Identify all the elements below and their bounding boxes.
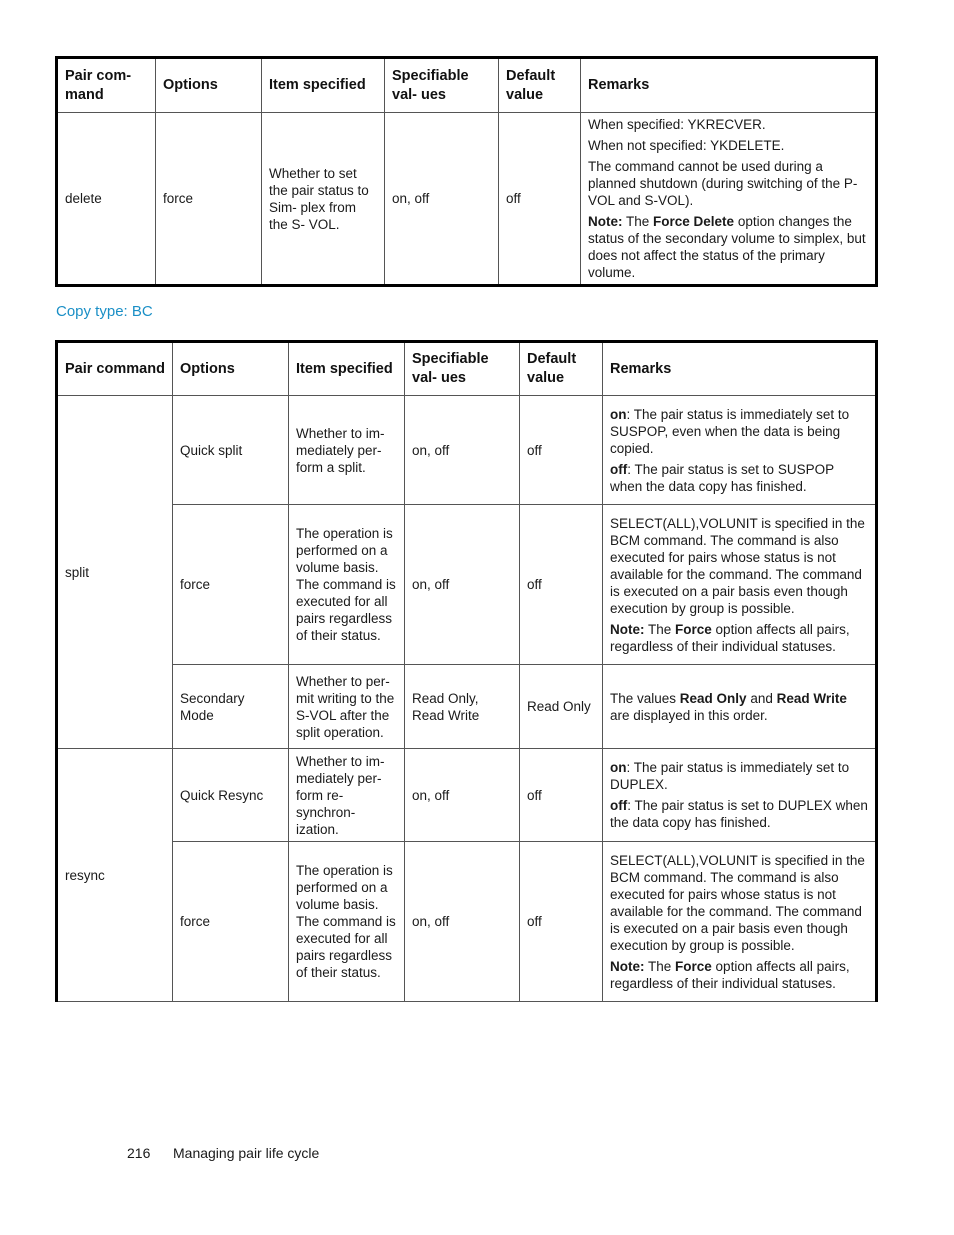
remark-off bbox=[610, 797, 868, 831]
cell-default: off bbox=[520, 749, 603, 842]
remark-text: : The pair status is immediately set to SUSPOP, even when the data is being copied. bbox=[610, 406, 850, 456]
remark-off bbox=[610, 461, 868, 495]
cell-option: force bbox=[156, 113, 262, 286]
remark-text: The values bbox=[610, 690, 680, 706]
cell-remarks bbox=[603, 842, 877, 1002]
header-pair-command: Pair command bbox=[57, 342, 173, 396]
cell-values: on, off bbox=[405, 396, 520, 505]
cell-remarks bbox=[603, 749, 877, 842]
table-row bbox=[57, 505, 877, 665]
cell-command: delete bbox=[57, 113, 156, 286]
cell-item: Whether to set the pair status to Sim- plex from the S- VOL. bbox=[262, 113, 385, 286]
table-row bbox=[57, 113, 877, 286]
remark-on bbox=[610, 759, 868, 793]
cell-values: on, off bbox=[405, 842, 520, 1002]
remark-text: and bbox=[746, 690, 777, 706]
cell-command: split bbox=[57, 396, 173, 749]
remark-on bbox=[610, 406, 868, 457]
note-bold: Force Delete bbox=[653, 214, 735, 229]
cell-default: Read Only bbox=[520, 665, 603, 749]
note-text: option affects all pairs, regardless of their individual statuses. bbox=[610, 621, 850, 654]
header-item-specified: Item specified bbox=[262, 58, 385, 113]
cell-item: Whether to per- mit writing to the S-VOL after the split operation. bbox=[289, 665, 405, 749]
cell-remarks bbox=[603, 396, 877, 505]
cell-default: off bbox=[499, 113, 581, 286]
cell-item: The operation is performed on a volume basis. The command is executed for all pairs regardless of their status. bbox=[289, 842, 405, 1002]
cell-remarks bbox=[603, 505, 877, 665]
cell-default: off bbox=[520, 842, 603, 1002]
cell-default: off bbox=[520, 396, 603, 505]
cell-values: on, off bbox=[405, 749, 520, 842]
value-label: on bbox=[610, 406, 627, 422]
note-label: Note: bbox=[610, 621, 645, 637]
header-remarks: Remarks bbox=[603, 342, 877, 396]
note-bold: Force bbox=[675, 621, 712, 637]
remark-text: : The pair status is immediately set to DUPLEX. bbox=[610, 760, 850, 792]
cell-item: The operation is performed on a volume basis. The command is executed for all pairs regardless of their status. bbox=[289, 505, 405, 665]
cell-option: Secondary Mode bbox=[173, 665, 289, 749]
cell-default: off bbox=[520, 505, 603, 665]
cell-remarks bbox=[603, 665, 877, 749]
footer-title: Managing pair life cycle bbox=[173, 1145, 320, 1161]
remark-text: : The pair status is set to DUPLEX when the data copy has finished. bbox=[610, 798, 868, 830]
value-label: off bbox=[610, 461, 628, 477]
remark-line: The command cannot be used during a planned shutdown (during switching of the P-VOL and S-VOL). bbox=[588, 159, 858, 208]
cell-option: Quick split bbox=[173, 396, 289, 505]
remark-line: SELECT(ALL),VOLUNIT is specified in the BCM command. The command is also executed for pairs whose status is not available for the command. The command is executed on a pair basis even though execution by group is possible. bbox=[610, 852, 865, 953]
note-label: Note: bbox=[588, 214, 623, 229]
cell-remarks bbox=[581, 113, 877, 286]
page-footer bbox=[127, 1145, 319, 1162]
cell-command: resync bbox=[57, 749, 173, 1002]
table-row bbox=[57, 842, 877, 1002]
header-specifiable-values: Specifiable val- ues bbox=[385, 58, 499, 113]
remark-note bbox=[610, 621, 868, 655]
note-text: option changes the status of the secondary volume to simplex, but does not affect the status of the primary volume. bbox=[588, 214, 866, 280]
note-text: The bbox=[622, 214, 654, 229]
cell-values: Read Only, Read Write bbox=[405, 665, 520, 749]
header-options: Options bbox=[173, 342, 289, 396]
remark-text: are displayed in this order. bbox=[610, 707, 768, 723]
value-label: on bbox=[610, 760, 627, 775]
header-options: Options bbox=[156, 58, 262, 113]
header-specifiable-values: Specifiable val- ues bbox=[405, 342, 520, 396]
table-row bbox=[57, 396, 877, 505]
section-heading: Copy type: BC bbox=[56, 303, 153, 320]
note-text: The bbox=[644, 958, 676, 974]
header-remarks: Remarks bbox=[581, 58, 877, 113]
cell-values: on, off bbox=[385, 113, 499, 286]
remark-bold: Read Only bbox=[679, 690, 747, 706]
delete-command-table bbox=[55, 56, 878, 287]
page-number: 216 bbox=[127, 1145, 151, 1161]
header-item-specified: Item specified bbox=[289, 342, 405, 396]
remark-note bbox=[610, 958, 868, 992]
header-default-value: Default value bbox=[499, 58, 581, 113]
table-row bbox=[57, 665, 877, 749]
cell-option: force bbox=[173, 842, 289, 1002]
cell-values: on, off bbox=[405, 505, 520, 665]
cell-option: Quick Resync bbox=[173, 749, 289, 842]
remark-line: When specified: YKRECVER. bbox=[588, 117, 766, 132]
remark-text: : The pair status is set to SUSPOP when the data copy has finished. bbox=[610, 461, 834, 494]
remark-line: SELECT(ALL),VOLUNIT is specified in the BCM command. The command is also executed for pairs whose status is not available for the command. The command is executed on a pair basis even though execution by group is possible. bbox=[610, 515, 865, 616]
header-default-value: Default value bbox=[520, 342, 603, 396]
value-label: off bbox=[610, 798, 628, 813]
note-text: The bbox=[644, 621, 676, 637]
cell-option: force bbox=[173, 505, 289, 665]
bc-command-table bbox=[55, 340, 878, 1002]
remark-note bbox=[588, 213, 868, 281]
note-text: option affects all pairs, regardless of their individual statuses. bbox=[610, 958, 850, 991]
cell-item: Whether to im- mediately per- form re-synchron- ization. bbox=[289, 749, 405, 842]
remark-bold: Read Write bbox=[776, 690, 847, 706]
cell-item: Whether to im- mediately per- form a split. bbox=[289, 396, 405, 505]
table-row bbox=[57, 749, 877, 842]
remark-line: When not specified: YKDELETE. bbox=[588, 138, 785, 153]
note-label: Note: bbox=[610, 958, 645, 974]
note-bold: Force bbox=[675, 958, 712, 974]
header-pair-command: Pair com- mand bbox=[57, 58, 156, 113]
remark-line bbox=[610, 690, 868, 724]
